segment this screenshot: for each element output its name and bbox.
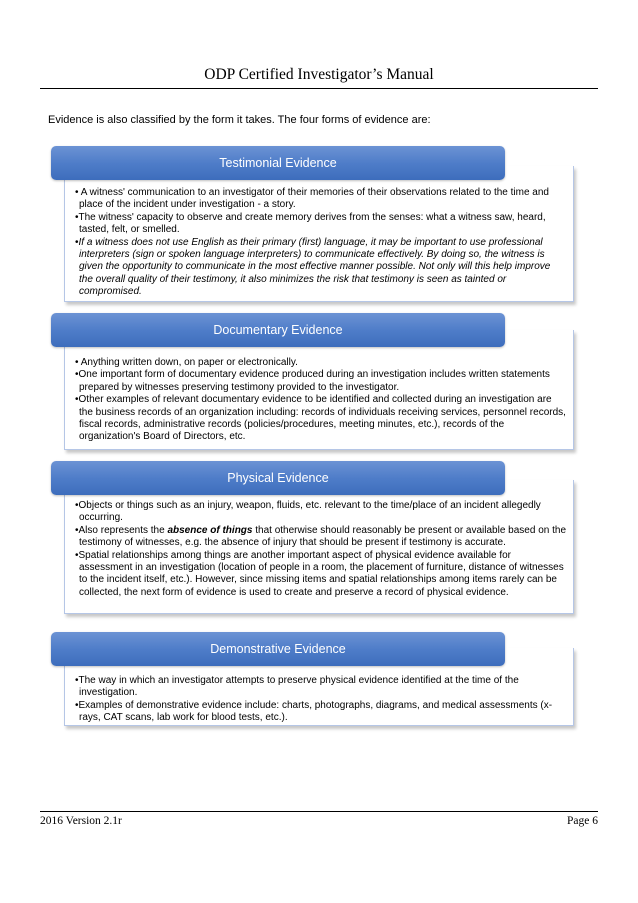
- list-item: •Also represents the absence of things that otherwise should reasonably be present or available based on the testimony of witnesses, e.g. the absence of injury that should be present if testimony is accurate.: [75, 524, 567, 549]
- list-item: • Anything written down, on paper or electronically.: [75, 357, 298, 368]
- list-item: •Other examples of relevant documentary evidence to be identified and collected during an investigation are the business records of an organization including: records of individuals receiving services, personnel records, fiscal records, administrative records (policies/procedures, meeting minutes, etc.), records of the organization's Board of Directors, etc.: [75, 394, 566, 443]
- list-item: •The witness' capacity to observe and create memory derives from the senses: what a witness saw, heard, tasted, felt, or smelled.: [75, 211, 546, 236]
- footer-rule: [40, 811, 598, 812]
- intro-text: Evidence is also classified by the form it takes. The four forms of evidence are:: [48, 114, 431, 126]
- footer-version: 2016 Version 2.1r: [40, 815, 122, 827]
- header-rule: [40, 88, 598, 89]
- demonstrative-evidence-banner: Demonstrative Evidence: [51, 632, 505, 666]
- physical-evidence-box: [64, 480, 574, 614]
- list-item: •Objects or things such as an injury, weapon, fluids, etc. relevant to the time/place of an incident allegedly occurring.: [75, 500, 541, 524]
- physical-evidence-banner: Physical Evidence: [51, 461, 505, 495]
- list-item: •Examples of demonstrative evidence include: charts, photographs, diagrams, and medical assessments (x-rays, CAT scans, lab work for blood tests, etc.).: [75, 699, 553, 724]
- list-item: •If a witness does not use English as their primary (first) language, it may be important to use professional interpreters (sign or spoken language interpreters) to communicate effectively. By doing so, the witness is given the opportunity to communicate in the most effective manner possible. Not only will this help improve the overall quality of their testimony, it also minimizes the risk that testimony is seen as tainted or compromised.: [75, 236, 551, 298]
- testimonial-evidence-box: [64, 166, 574, 302]
- list-item: • A witness' communication to an investigator of their memories of their observations related to the time and place of the incident under investigation - a story.: [75, 187, 549, 211]
- list-item: •One important form of documentary evidence produced during an investigation includes written statements prepared by witnesses preserving testimony provided to the investigator.: [75, 369, 550, 393]
- testimonial-evidence-banner: Testimonial Evidence: [51, 146, 505, 180]
- list-item: •The way in which an investigator attempts to preserve physical evidence identified at the time of the investigation.: [75, 675, 519, 699]
- footer-page-number: Page 6: [567, 815, 598, 827]
- documentary-evidence-box: [64, 330, 574, 450]
- page-header-title: ODP Certified Investigator’s Manual: [204, 66, 434, 83]
- list-item: •Spatial relationships among things are another important aspect of physical evidence available for assessment in an investigation (location of people in a room, the placement of furniture, distance of witnesses to the incident itself, etc.). However, since missing items and spatial relationships among items rarely can be collected, the next form of evidence is used to create and preserve a record of physical evidence.: [75, 549, 564, 598]
- documentary-evidence-banner: Documentary Evidence: [51, 313, 505, 347]
